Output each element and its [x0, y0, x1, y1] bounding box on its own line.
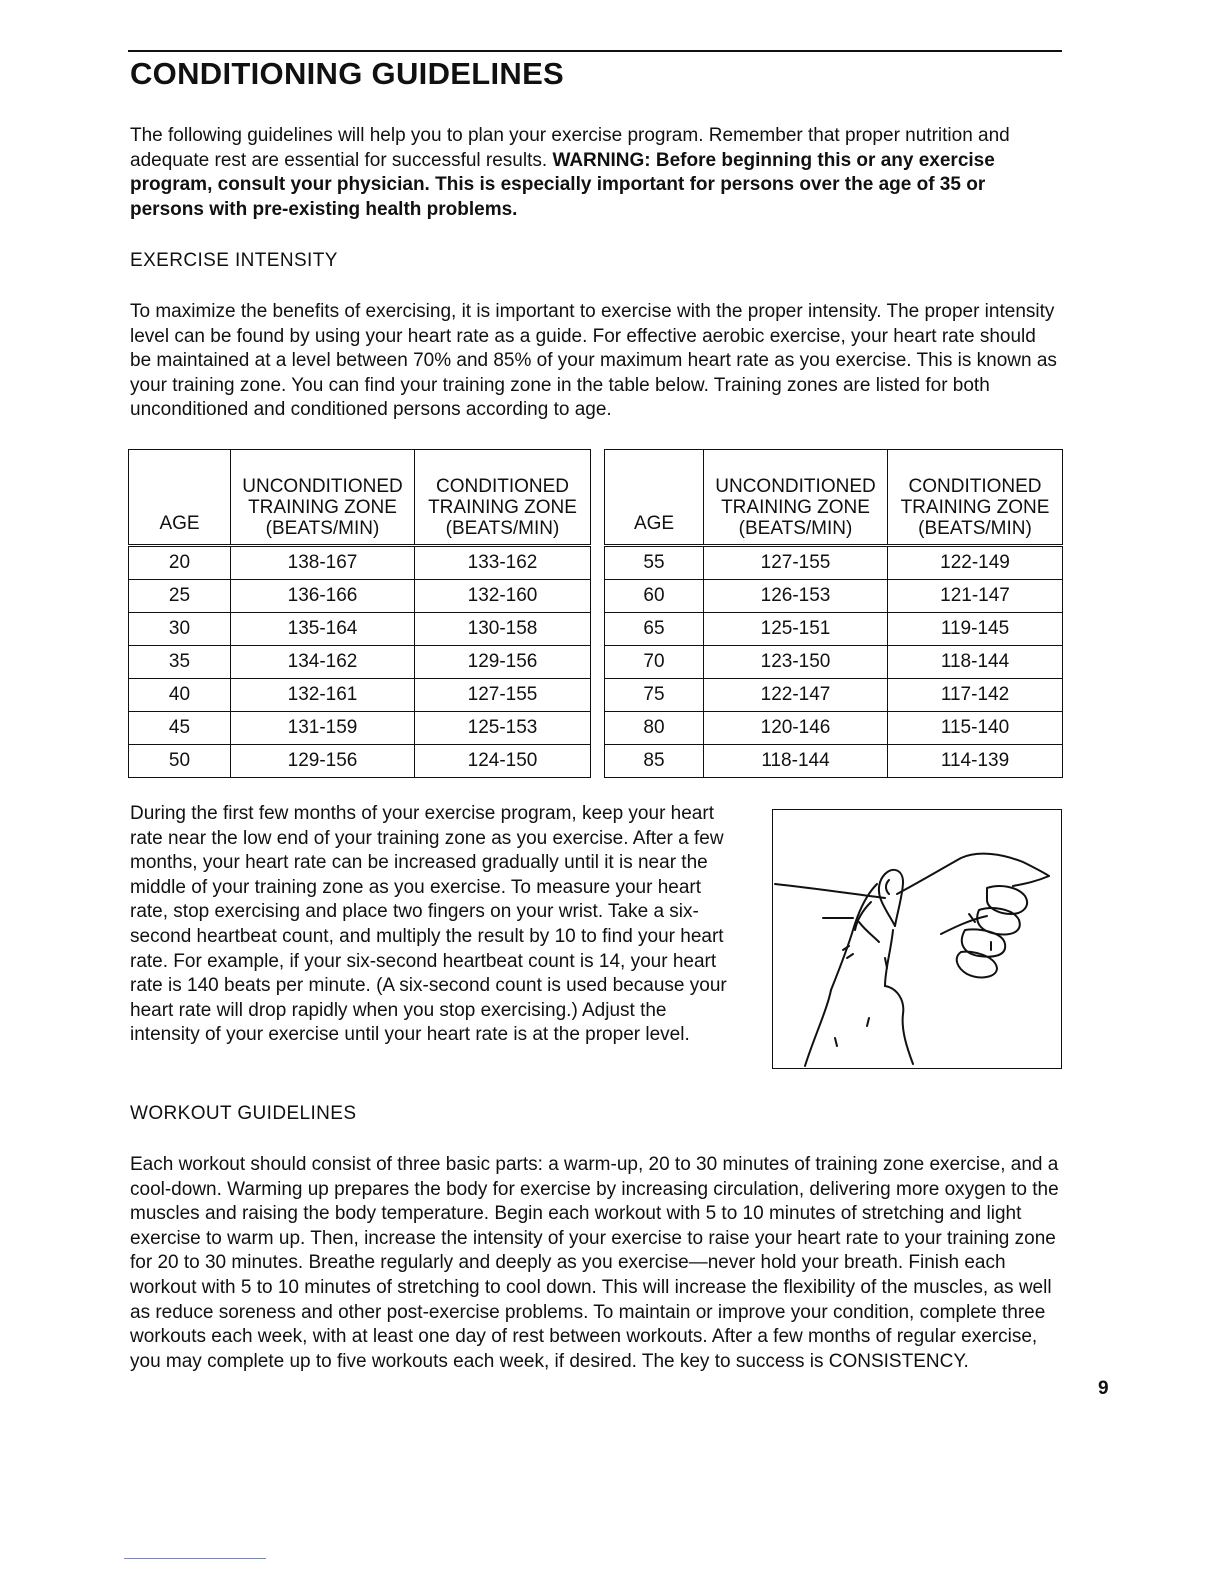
age-cell: 30 — [129, 613, 231, 646]
table-row — [605, 745, 1063, 778]
table-row — [129, 546, 591, 580]
title-rule — [128, 50, 1062, 52]
conditioned-cell: 115-140 — [888, 712, 1063, 745]
age-cell: 60 — [605, 580, 704, 613]
age-cell: 35 — [129, 646, 231, 679]
conditioned-cell: 122-149 — [888, 546, 1063, 580]
age-cell: 45 — [129, 712, 231, 745]
age-cell: 80 — [605, 712, 704, 745]
table-row — [129, 679, 591, 712]
pulse-check-illustration — [772, 809, 1062, 1069]
conditioned-header: CONDITIONED TRAINING ZONE (BEATS/MIN) — [888, 450, 1063, 546]
conditioned-cell: 132-160 — [415, 580, 591, 613]
intro-paragraph — [130, 124, 1060, 222]
conditioned-cell: 124-150 — [415, 745, 591, 778]
age-cell: 85 — [605, 745, 704, 778]
conditioned-cell: 133-162 — [415, 546, 591, 580]
hand-pulse-icon — [773, 810, 1061, 1068]
conditioned-cell: 118-144 — [888, 646, 1063, 679]
conditioned-header: CONDITIONED TRAINING ZONE (BEATS/MIN) — [415, 450, 591, 546]
table-row — [129, 613, 591, 646]
table-header-row — [129, 450, 591, 546]
unconditioned-cell: 125-151 — [704, 613, 888, 646]
conditioned-cell: 129-156 — [415, 646, 591, 679]
conditioned-cell: 127-155 — [415, 679, 591, 712]
conditioned-cell: 130-158 — [415, 613, 591, 646]
conditioned-cell: 117-142 — [888, 679, 1063, 712]
age-cell: 50 — [129, 745, 231, 778]
training-zone-table-right — [604, 449, 1063, 778]
unconditioned-cell: 122-147 — [704, 679, 888, 712]
table-row — [605, 546, 1063, 580]
unconditioned-cell: 129-156 — [231, 745, 415, 778]
unconditioned-cell: 118-144 — [704, 745, 888, 778]
page-number: 9 — [1098, 1378, 1109, 1399]
age-cell: 70 — [605, 646, 704, 679]
table-row — [129, 646, 591, 679]
unconditioned-cell: 136-166 — [231, 580, 415, 613]
unconditioned-cell: 120-146 — [704, 712, 888, 745]
table-row — [605, 613, 1063, 646]
conditioned-cell: 119-145 — [888, 613, 1063, 646]
footer-line — [124, 1558, 266, 1559]
age-header: AGE — [605, 450, 704, 546]
training-zone-table-left — [128, 449, 591, 778]
table-row — [605, 646, 1063, 679]
unconditioned-cell: 134-162 — [231, 646, 415, 679]
table-row — [129, 745, 591, 778]
age-cell: 75 — [605, 679, 704, 712]
intro-text: The following guidelines will help you to plan your exercise program. Remember that proper nutrition and adequate rest are essential for successful results. — [130, 125, 1010, 171]
age-header: AGE — [129, 450, 231, 546]
warning-text: WARNING: Before beginning this or any exercise program, consult your physician. This is especially important for persons over the age of 35 or persons with pre-existing health problems. — [130, 149, 995, 220]
conditioned-cell: 114-139 — [888, 745, 1063, 778]
table-row — [129, 712, 591, 745]
workout-guidelines-heading: WORKOUT GUIDELINES — [130, 1103, 357, 1124]
unconditioned-cell: 123-150 — [704, 646, 888, 679]
conditioned-cell: 121-147 — [888, 580, 1063, 613]
unconditioned-cell: 131-159 — [231, 712, 415, 745]
table-row — [605, 679, 1063, 712]
table-row — [605, 580, 1063, 613]
exercise-intensity-paragraph: To maximize the benefits of exercising, it is important to exercise with the proper intensity. The proper intensity level can be found by using your heart rate as a guide. For effective aerobic exercise, your heart rate should be maintained at a level between 70% and 85% of your maximum heart rate as you exercise. This is known as your training zone. You can find your training zone in the table below. Training zones are listed for both unconditioned and conditioned persons according to age. — [130, 301, 1057, 421]
table-row — [605, 712, 1063, 745]
age-cell: 20 — [129, 546, 231, 580]
conditioned-cell: 125-153 — [415, 712, 591, 745]
heart-rate-paragraph: During the first few months of your exercise program, keep your heart rate near the low end of your training zone as you exercise. After a few months, your heart rate can be increased gradually until it is near the middle of your training zone as you exercise. To measure your heart rate, stop exercising and place two fingers on your wrist. Take a six-second heartbeat count, and multiply the result by 10 to find your heart rate. For example, if your six-second heartbeat count is 14, your heart rate is 140 beats per minute. (A six-second count is used because your heart rate will drop rapidly when you stop exercising.) Adjust the intensity of your exercise until your heart rate is at the proper level. — [130, 803, 727, 1046]
page-title: CONDITIONING GUIDELINES — [130, 56, 565, 91]
table-header-row — [605, 450, 1063, 546]
table-row — [129, 580, 591, 613]
age-cell: 25 — [129, 580, 231, 613]
age-cell: 40 — [129, 679, 231, 712]
unconditioned-cell: 135-164 — [231, 613, 415, 646]
unconditioned-cell: 138-167 — [231, 546, 415, 580]
unconditioned-header: UNCONDITIONED TRAINING ZONE (BEATS/MIN) — [231, 450, 415, 546]
exercise-intensity-heading: EXERCISE INTENSITY — [130, 250, 338, 271]
unconditioned-header: UNCONDITIONED TRAINING ZONE (BEATS/MIN) — [704, 450, 888, 546]
unconditioned-cell: 132-161 — [231, 679, 415, 712]
unconditioned-cell: 127-155 — [704, 546, 888, 580]
age-cell: 55 — [605, 546, 704, 580]
unconditioned-cell: 126-153 — [704, 580, 888, 613]
age-cell: 65 — [605, 613, 704, 646]
workout-guidelines-paragraph: Each workout should consist of three basic parts: a warm-up, 20 to 30 minutes of training zone exercise, and a cool-down. Warming up prepares the body for exercise by increasing circulation, delivering more oxygen to the muscles and raising the body temperature. Begin each workout with 5 to 10 minutes of stretching and light exercise to warm up. Then, increase the intensity of your exercise to raise your heart rate to your training zone for 20 to 30 minutes. Breathe regularly and deeply as you exercise—never hold your breath. Finish each workout with 5 to 10 minutes of stretching to cool down. This will increase the flexibility of the muscles, as well as reduce soreness and other post-exercise problems. To maintain or improve your condition, complete three workouts each week, with at least one day of rest between workouts. After a few months of regular exercise, you may complete up to five workouts each week, if desired. The key to success is CONSISTENCY. — [130, 1154, 1059, 1372]
